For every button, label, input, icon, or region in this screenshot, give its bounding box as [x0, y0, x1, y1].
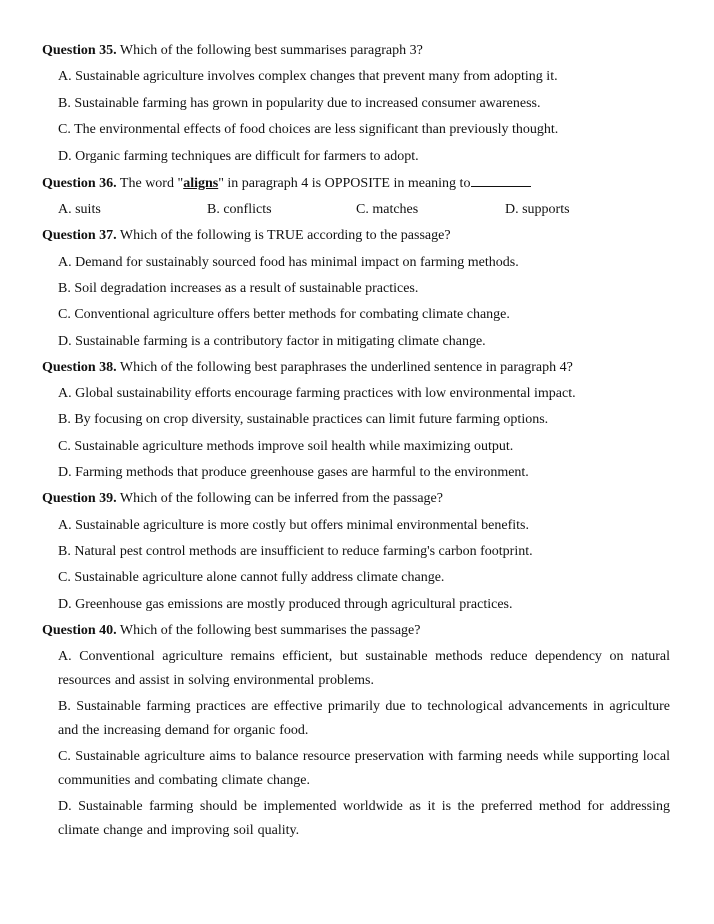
q38-option-a: A. Global sustainability efforts encourage farming practices with low environmental impact.: [58, 386, 576, 401]
q35-option-c: C. The environmental effects of food choices are less significant than previously thought.: [58, 122, 559, 137]
question-40: [42, 622, 420, 640]
q37-option-b: B. Soil degradation increases as a result of sustainable practices.: [58, 281, 419, 296]
q39-option-b: B. Natural pest control methods are insufficient to reduce farming's carbon footprint.: [58, 544, 533, 559]
q39-option-d: D. Greenhouse gas emissions are mostly produced through agricultural practices.: [58, 597, 513, 612]
q40-option-d: D. Sustainable farming should be implemented worldwide as it is the preferred method for addressing climate change and improving soil quality.: [58, 799, 670, 838]
answer-blank: [471, 174, 531, 187]
q36-option-b: B. conflicts: [207, 202, 272, 217]
q36-option-d: D. supports: [505, 202, 570, 217]
question-36-text-before: The word ": [116, 176, 184, 191]
question-38: [42, 359, 573, 377]
question-35-text: Which of the following best summarises paragraph 3?: [116, 43, 423, 58]
question-37-text: Which of the following is TRUE according to the passage?: [116, 228, 451, 243]
q39-option-a: A. Sustainable agriculture is more costly but offers minimal environmental benefits.: [58, 518, 529, 533]
question-36-text-after: " in paragraph 4 is OPPOSITE in meaning to: [218, 176, 471, 191]
q37-option-d: D. Sustainable farming is a contributory factor in mitigating climate change.: [58, 334, 486, 349]
q40-option-b: B. Sustainable farming practices are effective primarily due to technological advancements in agriculture and the increasing demand for organic food.: [58, 699, 670, 738]
question-39: [42, 490, 443, 508]
q35-option-d: D. Organic farming techniques are difficult for farmers to adopt.: [58, 149, 419, 164]
question-40-text: Which of the following best summarises the passage?: [116, 623, 421, 638]
q37-option-a: A. Demand for sustainably sourced food has minimal impact on farming methods.: [58, 255, 519, 270]
q38-option-c: C. Sustainable agriculture methods improve soil health while maximizing output.: [58, 439, 514, 454]
q40-option-c: C. Sustainable agriculture aims to balance resource preservation with farming needs while supporting local communities and combating climate change.: [58, 749, 670, 788]
question-39-label: Question 39.: [42, 491, 117, 506]
q36-option-c: C. matches: [356, 202, 419, 217]
question-37: [42, 227, 451, 245]
q35-option-a: A. Sustainable agriculture involves complex changes that prevent many from adopting it.: [58, 69, 558, 84]
q39-option-c: C. Sustainable agriculture alone cannot fully address climate change.: [58, 570, 445, 585]
question-36-underlined-word: aligns: [183, 176, 219, 191]
q38-option-b: B. By focusing on crop diversity, sustainable practices can limit future farming options.: [58, 412, 549, 427]
question-35-label: Question 35.: [42, 43, 117, 58]
q37-option-c: C. Conventional agriculture offers better methods for combating climate change.: [58, 307, 510, 322]
question-36-label: Question 36.: [42, 176, 117, 191]
question-37-label: Question 37.: [42, 228, 117, 243]
q38-option-d: D. Farming methods that produce greenhouse gases are harmful to the environment.: [58, 465, 529, 480]
question-39-text: Which of the following can be inferred from the passage?: [116, 491, 443, 506]
q40-option-a: A. Conventional agriculture remains efficient, but sustainable methods reduce dependency on natural resources and assist in solving environmental problems.: [58, 649, 670, 688]
question-36: [42, 174, 531, 193]
question-38-label: Question 38.: [42, 360, 117, 375]
question-40-label: Question 40.: [42, 623, 117, 638]
question-38-text: Which of the following best paraphrases the underlined sentence in paragraph 4?: [116, 360, 573, 375]
q36-option-a: A. suits: [58, 202, 101, 217]
question-35: [42, 42, 423, 60]
q35-option-b: B. Sustainable farming has grown in popularity due to increased consumer awareness.: [58, 96, 541, 111]
